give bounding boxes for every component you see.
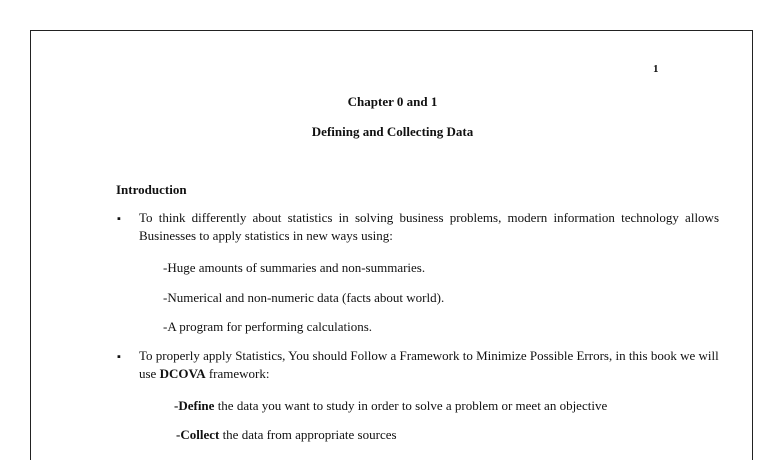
sub-item: -Numerical and non-numeric data (facts about world).: [163, 290, 445, 305]
collect-description: the data from appropriate sources: [219, 427, 397, 442]
define-description: the data you want to study in order to solve a problem or meet an objective: [214, 398, 608, 413]
bullet-2-text-end: framework:: [205, 366, 270, 381]
chapter-subtitle: Defining and Collecting Data: [311, 124, 474, 139]
chapter-title: Chapter 0 and 1: [347, 94, 438, 109]
sub-item: -Huge amounts of summaries and non-summaries.: [163, 260, 426, 275]
collect-term: -Collect: [176, 427, 220, 442]
square-bullet-icon: ▪: [117, 213, 121, 225]
page-number: 1: [653, 63, 659, 75]
sub-item-collect: [176, 426, 397, 444]
sub-item: -A program for performing calculations.: [163, 319, 373, 334]
bullet-paragraph-2: [139, 347, 729, 383]
define-term: -Define: [174, 398, 215, 413]
bullet-2-text: To properly apply Statistics, You should Follow a Framework to Minimize Possible Errors, in this book we will use: [139, 348, 719, 381]
section-heading: Introduction: [116, 182, 187, 197]
sub-item-define: [174, 397, 607, 415]
bullet-paragraph-1: To think differently about statistics in solving business problems, modern information technology allows Businesses to apply statistics in new ways using:: [139, 210, 719, 243]
document-page: [30, 30, 753, 460]
dcova-term: DCOVA: [159, 366, 206, 381]
square-bullet-icon: ▪: [117, 351, 121, 363]
